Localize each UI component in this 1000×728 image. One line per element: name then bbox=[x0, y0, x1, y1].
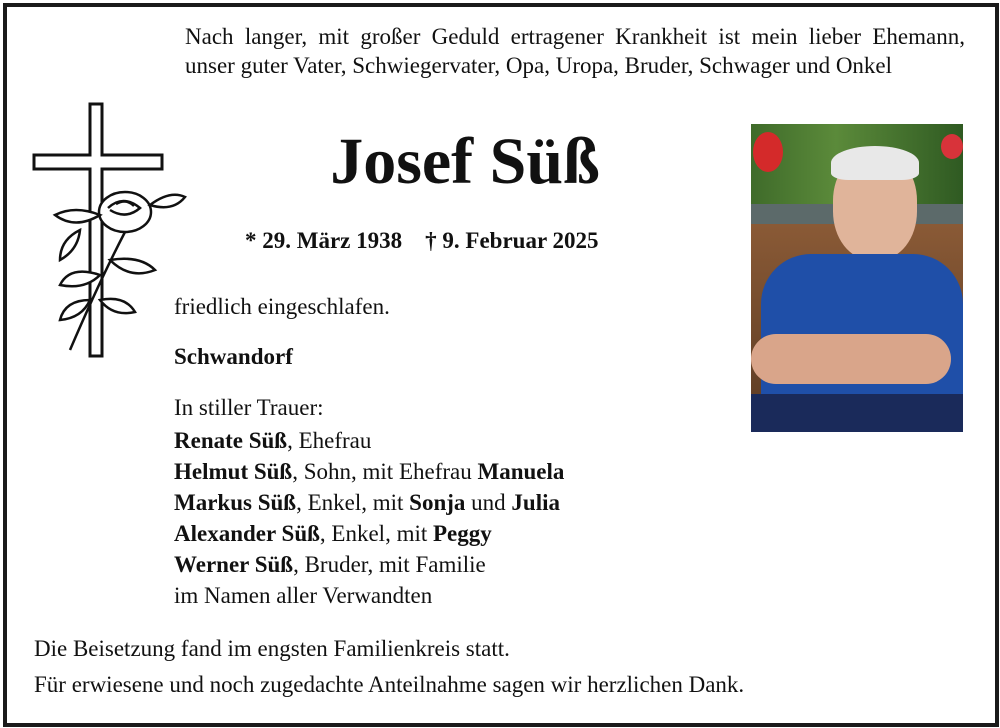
mourner-relation: , Enkel, mit bbox=[296, 490, 410, 515]
birth-date: * 29. März 1938 bbox=[245, 228, 403, 253]
mourner bbox=[174, 487, 564, 518]
relatives-line: im Namen aller Verwandten bbox=[174, 583, 433, 608]
mourning-label: In stiller Trauer: bbox=[174, 395, 324, 420]
mourner-name: Werner Süß bbox=[174, 552, 294, 577]
conjunction: und bbox=[465, 490, 512, 515]
portrait-photo bbox=[751, 124, 963, 432]
mourner bbox=[174, 425, 564, 456]
mourner-name: Helmut Süß bbox=[174, 459, 293, 484]
cross-with-rose-icon bbox=[30, 100, 190, 362]
intro-text: Nach langer, mit großer Geduld ertragener Krankheit ist mein lieber Ehemann, unser guter Vater, Schwiegervater, Opa, Uropa, Bruder, Schwager und Onkel bbox=[185, 24, 965, 78]
mourner bbox=[174, 456, 564, 487]
mourner-name: Markus Süß bbox=[174, 490, 297, 515]
mourner-partner: Peggy bbox=[433, 521, 492, 546]
status-text: friedlich eingeschlafen. bbox=[174, 294, 390, 319]
mourners-list bbox=[174, 425, 564, 611]
mourner bbox=[174, 549, 564, 580]
death-date: † 9. Februar 2025 bbox=[425, 228, 599, 253]
mourner-relation: , Sohn, mit Ehefrau bbox=[292, 459, 478, 484]
deceased-name: Josef Süß bbox=[330, 125, 600, 198]
mourner bbox=[174, 518, 564, 549]
mourner-child: Julia bbox=[511, 490, 560, 515]
footer-thanks: Für erwiesene und noch zugedachte Anteilnahme sagen wir herzlichen Dank. bbox=[34, 672, 745, 697]
life-dates bbox=[245, 228, 598, 254]
mourner-partner: Manuela bbox=[477, 459, 565, 484]
mourner-name: Renate Süß bbox=[174, 428, 288, 453]
mourner-name: Alexander Süß bbox=[174, 521, 320, 546]
mourner-relation: , Ehefrau bbox=[287, 428, 372, 453]
place: Schwandorf bbox=[174, 344, 293, 369]
mourner-relation: , Bruder, mit Familie bbox=[293, 552, 486, 577]
footer-burial: Die Beisetzung fand im engsten Familienkreis statt. bbox=[34, 636, 510, 661]
mourner-partner: Sonja bbox=[409, 490, 466, 515]
mourner-relation: , Enkel, mit bbox=[319, 521, 433, 546]
